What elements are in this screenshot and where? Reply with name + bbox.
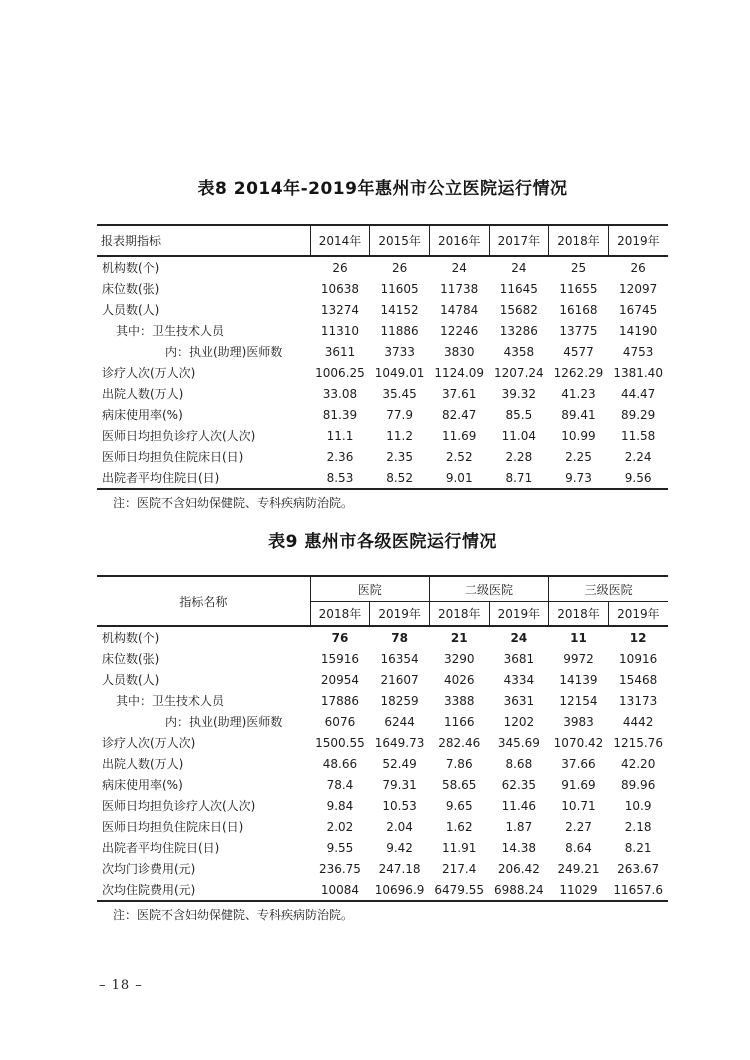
cell-value: 1262.29: [553, 365, 604, 380]
cell-value: 11886: [380, 323, 419, 338]
row-label: 医师日均担负诊疗人次(人次): [102, 799, 256, 813]
table-row: [97, 879, 668, 901]
cell-value: 1006.25: [315, 365, 365, 380]
cell-value: 42.20: [620, 756, 656, 771]
cell-value: 10696.9: [374, 882, 425, 897]
table8-note: 注：医院不含妇幼保健院、专科疾病防治院。: [113, 496, 354, 510]
column-header: 2018年: [310, 602, 370, 627]
row-label: 机构数(个): [102, 261, 160, 275]
cell-value: 9972: [563, 651, 594, 666]
table-row: [97, 669, 668, 690]
table-row: [97, 732, 668, 753]
cell-value: 12246: [440, 323, 479, 338]
row-label: 医师日均担负诊疗人次(人次): [102, 429, 256, 443]
group-header: 医院: [310, 576, 429, 602]
page-number: – 18 –: [99, 978, 143, 993]
cell-value: 345.69: [497, 735, 540, 750]
column-header: 2018年: [549, 602, 609, 627]
column-header: 2019年: [370, 602, 430, 627]
table-row: [97, 690, 668, 711]
cell-value: 33.08: [322, 386, 358, 401]
cell-value: 2.02: [326, 819, 354, 834]
cell-value: 3830: [443, 344, 475, 359]
row-label: 内：执业(助理)医师数: [165, 345, 283, 359]
cell-value: 11.58: [620, 428, 656, 443]
row-label: 病床使用率(%): [102, 408, 183, 422]
table-row: [97, 425, 668, 446]
cell-value: 2.25: [565, 449, 592, 464]
cell-value: 14190: [619, 323, 658, 338]
row-label: 人员数(人): [102, 673, 160, 687]
cell-value: 44.47: [620, 386, 656, 401]
cell-value: 89.29: [620, 407, 656, 422]
table-body: [97, 256, 668, 489]
cell-value: 8.21: [624, 840, 652, 855]
row-label: 其中：卫生技术人员: [116, 694, 225, 708]
table-row: [97, 626, 668, 648]
cell-value: 1202: [503, 714, 535, 729]
column-header: 2018年: [549, 225, 609, 256]
table-row: [97, 256, 668, 278]
cell-value: 91.69: [561, 777, 596, 792]
row-label: 次均住院费用(元): [102, 883, 196, 897]
row-label: 出院人数(万人): [102, 387, 184, 401]
cell-value: 52.49: [382, 756, 417, 771]
cell-value: 78.4: [326, 777, 354, 792]
cell-value: 11029: [559, 882, 598, 897]
column-header: 2019年: [608, 225, 668, 256]
row-label: 出院人数(万人): [102, 757, 184, 771]
table9-hospital-levels: [97, 575, 668, 902]
cell-value: 8.68: [505, 756, 533, 771]
column-header: 2019年: [489, 602, 549, 627]
cell-value: 12: [629, 630, 647, 645]
cell-value: 3611: [324, 344, 356, 359]
cell-value: 78: [391, 630, 408, 645]
cell-value: 2.52: [445, 449, 473, 464]
cell-value: 2.18: [624, 819, 652, 834]
row-label: 其中：卫生技术人员: [116, 324, 225, 338]
cell-value: 16354: [380, 651, 419, 666]
table-row: [97, 383, 668, 404]
cell-value: 10.53: [382, 798, 417, 813]
cell-value: 8.71: [505, 470, 533, 485]
cell-value: 37.66: [561, 756, 596, 771]
cell-value: 3681: [503, 651, 535, 666]
spacer: [97, 200, 668, 224]
table9-title: 表9 惠州市各级医院运行情况: [268, 532, 497, 552]
cell-value: 1070.42: [553, 735, 604, 750]
cell-value: 7.86: [445, 756, 473, 771]
row-label: 人员数(人): [102, 303, 160, 317]
cell-value: 41.23: [561, 386, 596, 401]
column-header: 2016年: [429, 225, 489, 256]
table-row: [97, 711, 668, 732]
table-row: [97, 753, 668, 774]
cell-value: 11310: [320, 323, 360, 338]
cell-value: 10.71: [561, 798, 596, 813]
cell-value: 3290: [443, 651, 475, 666]
row-label: 机构数(个): [102, 631, 160, 645]
table-row: [97, 467, 668, 489]
cell-value: 247.18: [378, 861, 421, 876]
row-label: 出院者平均住院日(日): [102, 841, 220, 855]
cell-value: 206.42: [497, 861, 540, 876]
table8-title: 表8 2014年-2019年惠州市公立医院运行情况: [197, 179, 568, 199]
cell-value: 13274: [320, 302, 360, 317]
cell-value: 81.39: [322, 407, 358, 422]
cell-value: 17886: [320, 693, 360, 708]
cell-value: 89.96: [620, 777, 656, 792]
cell-value: 9.84: [326, 798, 354, 813]
cell-value: 3388: [443, 693, 475, 708]
table-header: [97, 576, 668, 626]
group-header: 二级医院: [429, 576, 548, 602]
cell-value: 89.41: [561, 407, 596, 422]
cell-value: 11605: [380, 281, 419, 296]
group-header-row: [97, 576, 668, 602]
row-label: 出院者平均住院日(日): [102, 471, 220, 485]
cell-value: 1500.55: [315, 735, 365, 750]
cell-value: 9.55: [326, 840, 354, 855]
cell-value: 11.04: [501, 428, 537, 443]
table-row: [97, 648, 668, 669]
table-row: [97, 341, 668, 362]
row-label: 诊疗人次(万人次): [102, 736, 196, 750]
cell-value: 11657.6: [613, 882, 663, 897]
cell-value: 1.62: [445, 819, 473, 834]
cell-value: 26: [391, 260, 408, 275]
cell-value: 9.65: [445, 798, 473, 813]
cell-value: 2.28: [505, 449, 533, 464]
cell-value: 12097: [619, 281, 658, 296]
cell-value: 24: [511, 260, 527, 275]
cell-value: 4026: [443, 672, 475, 687]
column-header: 2014年: [310, 225, 370, 256]
cell-value: 6988.24: [494, 882, 544, 897]
cell-value: 35.45: [382, 386, 417, 401]
cell-value: 13775: [559, 323, 598, 338]
table-row: [97, 774, 668, 795]
cell-value: 6479.55: [434, 882, 485, 897]
table-row: [97, 446, 668, 467]
row-label: 次均门诊费用(元): [102, 862, 196, 876]
cell-value: 82.47: [442, 407, 477, 422]
table-row: [97, 816, 668, 837]
cell-value: 48.66: [322, 756, 358, 771]
spacer: [97, 553, 668, 575]
table-body: [97, 626, 668, 901]
cell-value: 8.52: [386, 470, 413, 485]
cell-value: 26: [630, 260, 646, 275]
cell-value: 77.9: [386, 407, 413, 422]
cell-value: 3631: [503, 693, 535, 708]
cell-value: 58.65: [442, 777, 477, 792]
cell-value: 11.91: [442, 840, 477, 855]
row-label: 床位数(张): [102, 282, 160, 296]
cell-value: 15682: [499, 302, 538, 317]
cell-value: 3983: [563, 714, 594, 729]
cell-value: 2.24: [624, 449, 652, 464]
cell-value: 16168: [559, 302, 598, 317]
cell-value: 1049.01: [374, 365, 425, 380]
cell-value: 20954: [320, 672, 360, 687]
cell-value: 249.21: [557, 861, 600, 876]
cell-value: 18259: [380, 693, 419, 708]
cell-value: 9.73: [565, 470, 592, 485]
cell-value: 14139: [559, 672, 598, 687]
cell-value: 6244: [384, 714, 415, 729]
cell-value: 11.1: [326, 428, 354, 443]
cell-value: 9.42: [386, 840, 413, 855]
table-row: [97, 837, 668, 858]
cell-value: 24: [451, 260, 467, 275]
table8-public-hospitals: [97, 224, 668, 490]
table-row: [97, 795, 668, 816]
cell-value: 14784: [440, 302, 479, 317]
header-label: 指标名称: [97, 576, 310, 626]
column-header: 2018年: [429, 602, 489, 627]
cell-value: 37.61: [442, 386, 477, 401]
cell-value: 4753: [622, 344, 654, 359]
table-row: [97, 299, 668, 320]
cell-value: 11.69: [442, 428, 477, 443]
cell-value: 39.32: [501, 386, 537, 401]
cell-value: 1124.09: [434, 365, 485, 380]
cell-value: 263.67: [617, 861, 660, 876]
cell-value: 25: [570, 260, 587, 275]
cell-value: 3733: [384, 344, 415, 359]
row-label: 诊疗人次(万人次): [102, 366, 196, 380]
cell-value: 10916: [619, 651, 658, 666]
cell-value: 4334: [503, 672, 535, 687]
column-header: 2017年: [489, 225, 549, 256]
table-header: [97, 225, 668, 256]
cell-value: 8.53: [326, 470, 354, 485]
cell-value: 11.46: [501, 798, 537, 813]
cell-value: 10.99: [561, 428, 596, 443]
cell-value: 8.64: [565, 840, 592, 855]
cell-value: 11738: [440, 281, 479, 296]
spacer: [97, 511, 668, 531]
cell-value: 15916: [320, 651, 360, 666]
row-label: 床位数(张): [102, 652, 160, 666]
cell-value: 21607: [380, 672, 419, 687]
cell-value: 4358: [503, 344, 535, 359]
cell-value: 85.5: [505, 407, 533, 422]
row-label: 内：执业(助理)医师数: [165, 715, 283, 729]
cell-value: 12154: [559, 693, 598, 708]
header-label: 报表期指标: [97, 225, 310, 256]
cell-value: 1.87: [505, 819, 533, 834]
cell-value: 14152: [380, 302, 419, 317]
cell-value: 14.38: [501, 840, 537, 855]
cell-value: 13286: [499, 323, 538, 338]
cell-value: 16745: [619, 302, 658, 317]
cell-value: 10.9: [624, 798, 652, 813]
group-header: 三级医院: [549, 576, 668, 602]
table-row: [97, 362, 668, 383]
cell-value: 11655: [559, 281, 598, 296]
table-row: [97, 404, 668, 425]
cell-value: 13173: [619, 693, 658, 708]
cell-value: 2.27: [565, 819, 592, 834]
cell-value: 1207.24: [494, 365, 544, 380]
row-label: 医师日均担负住院床日(日): [102, 820, 244, 834]
table-row: [97, 320, 668, 341]
cell-value: 1166: [443, 714, 475, 729]
cell-value: 4577: [563, 344, 594, 359]
cell-value: 1649.73: [374, 735, 425, 750]
table-row: [97, 858, 668, 879]
table9-note: 注：医院不含妇幼保健院、专科疾病防治院。: [113, 908, 354, 922]
cell-value: 79.31: [382, 777, 417, 792]
cell-value: 2.36: [326, 449, 354, 464]
cell-value: 11.2: [386, 428, 413, 443]
cell-value: 217.4: [442, 861, 477, 876]
cell-value: 15468: [619, 672, 658, 687]
cell-value: 2.04: [386, 819, 413, 834]
cell-value: 11645: [499, 281, 538, 296]
page-content: [97, 178, 668, 923]
row-label: 医师日均担负住院床日(日): [102, 450, 244, 464]
cell-value: 282.46: [438, 735, 481, 750]
cell-value: 21: [450, 630, 468, 645]
cell-value: 1215.76: [613, 735, 663, 750]
cell-value: 62.35: [501, 777, 537, 792]
column-header: 2015年: [370, 225, 430, 256]
cell-value: 11: [570, 630, 587, 645]
cell-value: 24: [510, 630, 528, 645]
header-row: [97, 225, 668, 256]
column-header: 2019年: [608, 602, 668, 627]
table-row: [97, 278, 668, 299]
cell-value: 76: [331, 630, 349, 645]
cell-value: 6076: [324, 714, 356, 729]
cell-value: 4442: [622, 714, 654, 729]
cell-value: 10638: [320, 281, 360, 296]
cell-value: 26: [332, 260, 348, 275]
cell-value: 9.56: [624, 470, 652, 485]
cell-value: 9.01: [445, 470, 473, 485]
cell-value: 236.75: [318, 861, 361, 876]
row-label: 病床使用率(%): [102, 778, 183, 792]
cell-value: 2.35: [386, 449, 413, 464]
cell-value: 10084: [320, 882, 360, 897]
cell-value: 1381.40: [613, 365, 663, 380]
